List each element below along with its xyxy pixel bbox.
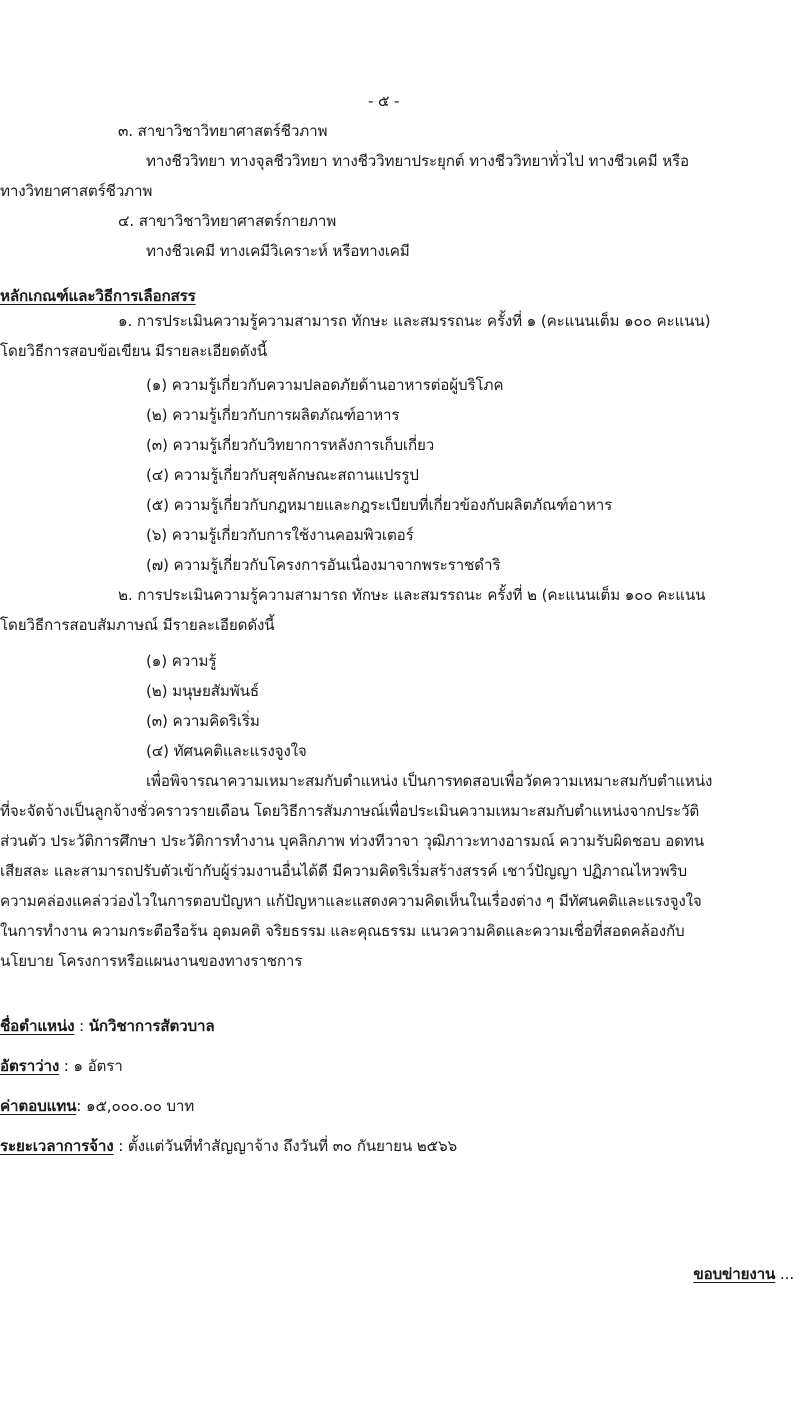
round1-item-3: (๓) ความรู้เกี่ยวกับวิทยาการหลังการเก็บเกี่ยว xyxy=(146,436,435,454)
round1-line2: โดยวิธีการสอบข้อเขียน มีรายละเอียดดังนี้ xyxy=(0,342,267,360)
paragraph-line-7: นโยบาย โครงการหรือแผนงานของทางราชการ xyxy=(0,952,303,970)
period-label: ระยะเวลาการจ้าง xyxy=(0,1137,114,1155)
continued-label: ขอบข่ายงาน xyxy=(693,1265,776,1283)
round2-item-2: (๒) มนุษยสัมพันธ์ xyxy=(146,682,259,700)
round2-item-4: (๔) ทัศนคติและแรงจูงใจ xyxy=(146,742,307,760)
period-value: ตั้งแต่วันที่ทำสัญญาจ้าง ถึงวันที่ ๓๐ กันยายน ๒๕๖๖ xyxy=(127,1137,457,1155)
paragraph-line-5: ความคล่องแคล่วว่องไวในการตอบปัญหา แก้ปัญหาและแสดงความคิดเห็นในเรื่องต่าง ๆ มีทัศนคติและแรงจูงใจ xyxy=(0,892,702,910)
continued-dots: ... xyxy=(775,1265,794,1283)
round2-item-3: (๓) ความคิดริเริ่ม xyxy=(146,712,260,730)
vacancy-value: ๑ อัตรา xyxy=(73,1057,123,1075)
round1-item-6: (๖) ความรู้เกี่ยวกับการใช้งานคอมพิวเตอร์ xyxy=(146,526,414,544)
paragraph-line-2: ที่จะจัดจ้างเป็นลูกจ้างชั่วคราวรายเดือน โดยวิธีการสัมภาษณ์เพื่อประเมินความเหมาะสมกับตำแหน่งจากประวัติ xyxy=(0,802,700,820)
vacancy-row xyxy=(0,1055,123,1077)
period-separator: : xyxy=(113,1137,128,1155)
round1-item-5: (๕) ความรู้เกี่ยวกับกฎหมายและกฎระเบียบที่เกี่ยวข้องกับผลิตภัณฑ์อาหาร xyxy=(146,496,613,514)
round1-item-2: (๒) ความรู้เกี่ยวกับการผลิตภัณฑ์อาหาร xyxy=(146,406,400,424)
round2-item-1: (๑) ความรู้ xyxy=(146,652,217,670)
continued-on-next-page xyxy=(693,1263,794,1285)
branch-3-detail-line1: ทางชีววิทยา ทางจุลชีววิทยา ทางชีววิทยาประยุกต์ ทางชีววิทยาทั่วไป ทางชีวเคมี หรือ xyxy=(146,152,689,170)
branch-3-title: ๓. สาขาวิชาวิทยาศาสตร์ชีวภาพ xyxy=(118,122,328,140)
paragraph-line-6: ในการทำงาน ความกระตือรือร้น อุดมคติ จริยธรรม และคุณธรรม แนวความคิดและความเชื่อที่สอดคล้องกับ xyxy=(0,922,685,940)
branch-4-title: ๔. สาขาวิชาวิทยาศาสตร์กายภาพ xyxy=(118,212,337,230)
branch-4-detail-line1: ทางชีวเคมี ทางเคมีวิเคราะห์ หรือทางเคมี xyxy=(146,242,410,260)
round1-item-1: (๑) ความรู้เกี่ยวกับความปลอดภัยด้านอาหารต่อผู้บริโภค xyxy=(146,376,504,394)
position-name-row xyxy=(0,1015,215,1037)
pay-separator: : xyxy=(76,1097,86,1115)
round2-line1: ๒. การประเมินความรู้ความสามารถ ทักษะ และสมรรถนะ ครั้งที่ ๒ (คะแนนเต็ม ๑๐๐ คะแนน xyxy=(118,586,706,604)
round1-item-7: (๗) ความรู้เกี่ยวกับโครงการอันเนื่องมาจากพระราชดำริ xyxy=(146,556,501,574)
position-name-separator: : xyxy=(74,1017,89,1035)
round1-item-4: (๔) ความรู้เกี่ยวกับสุขลักษณะสถานแปรรูป xyxy=(146,466,419,484)
vacancy-separator: : xyxy=(59,1057,74,1075)
pay-row xyxy=(0,1095,194,1117)
criteria-heading: หลักเกณฑ์และวิธีการเลือกสรร xyxy=(0,287,196,305)
paragraph-line-3: ส่วนตัว ประวัติการศึกษา ประวัติการทำงาน บุคลิกภาพ ท่วงทีวาจา วุฒิภาวะทางอารมณ์ ความรับผิดชอบ อดทน xyxy=(0,832,704,850)
paragraph-line-1: เพื่อพิจารณาความเหมาะสมกับตำแหน่ง เป็นการทดสอบเพื่อวัดความเหมาะสมกับตำแหน่ง xyxy=(146,772,713,790)
pay-value: ๑๕,๐๐๐.๐๐ บาท xyxy=(85,1097,195,1115)
page-number: - ๕ - xyxy=(368,92,400,110)
position-name-label: ชื่อตำแหน่ง xyxy=(0,1017,75,1035)
pay-label: ค่าตอบแทน xyxy=(0,1097,77,1115)
paragraph-line-4: เสียสละ และสามารถปรับตัวเข้ากับผู้ร่วมงานอื่นได้ดี มีความคิดริเริ่มสร้างสรรค์ เชาว์ปัญญา ปฏิภาณไหวพริบ xyxy=(0,862,688,880)
vacancy-label: อัตราว่าง xyxy=(0,1057,60,1075)
round1-line1: ๑. การประเมินความรู้ความสามารถ ทักษะ และสมรรถนะ ครั้งที่ ๑ (คะแนนเต็ม ๑๐๐ คะแนน) xyxy=(118,312,711,330)
period-row xyxy=(0,1135,457,1157)
round2-line2: โดยวิธีการสอบสัมภาษณ์ มีรายละเอียดดังนี้ xyxy=(0,616,275,634)
branch-3-detail-line2: ทางวิทยาศาสตร์ชีวภาพ xyxy=(0,182,153,200)
position-name-value: นักวิชาการสัตวบาล xyxy=(88,1017,215,1035)
